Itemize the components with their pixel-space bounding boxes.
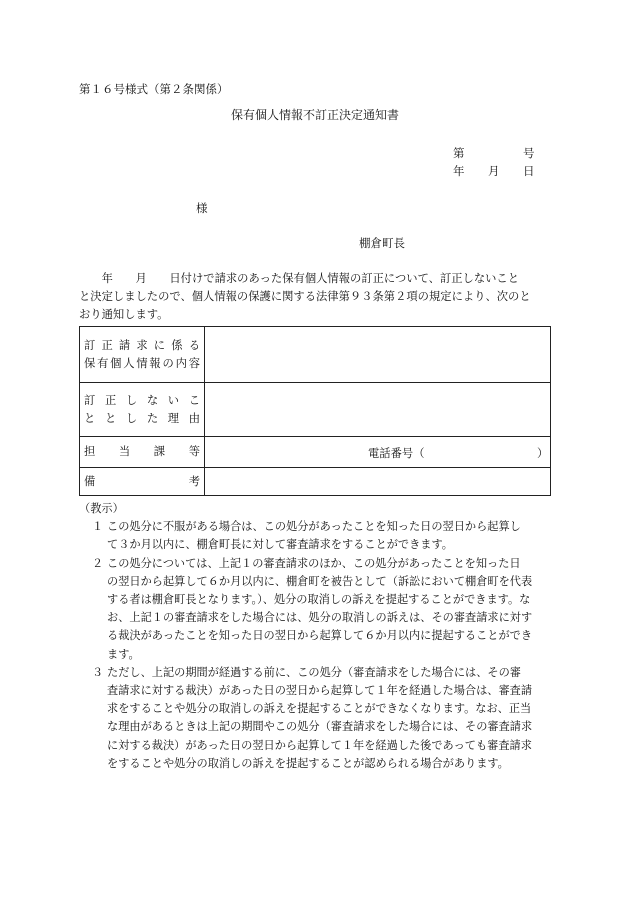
document-title: 保有個人情報不訂正決定通知書 [231, 108, 400, 122]
instruction-item: １ この処分に不服がある場合は、この処分があったことを知った日の翌日から起算し て３か月以内に、棚倉町長に対して審査請求をすることができます。 [92, 520, 521, 552]
date-month: 月 [488, 164, 500, 178]
instruction-item: ２ この処分については、上記１の審査請求のほか、この処分があったことを知った日 の翌日から起算して６か月以内に、棚倉町を被告として（訴訟において棚倉町を代表 する者は棚倉町長となります。）、処分の取消しの訴えを提起することができます。な お、上記１の審査請求をした場合には、処分の取消しの訴えは、その審査請求に対す る裁決があったことを知った日の翌日から起算して６か月以内に提起することができ ます。 [92, 556, 533, 661]
notice-table [79, 326, 551, 496]
item-number: ２ [92, 556, 104, 570]
department-label: 担当課等 [80, 437, 205, 468]
table-row [80, 327, 551, 383]
table-row [80, 437, 551, 468]
table-row [80, 468, 551, 496]
content-cell [205, 327, 551, 383]
phone-close: ） [537, 447, 549, 460]
body-line: おり通知します。 [79, 308, 169, 321]
department-cell [205, 437, 551, 468]
form-number: 第１６号様式（第２条関係） [79, 82, 229, 96]
instructions [79, 500, 554, 773]
phone-label: 電話番号（ [368, 447, 425, 460]
date-day: 日 [523, 164, 535, 178]
reason-cell [205, 383, 551, 437]
date-year: 年 [453, 164, 465, 178]
body-paragraph [79, 270, 554, 324]
item-number: ３ [92, 665, 104, 679]
remarks-cell [205, 468, 551, 496]
doc-number-prefix: 第 [453, 146, 465, 160]
content-label: 訂正請求に係る 保有個人情報の内容 [80, 327, 205, 383]
body-line: と決定しましたので、個人情報の保護に関する法律第９３条第２項の規定により、次のと [79, 290, 531, 303]
table-row [80, 383, 551, 437]
reason-label: 訂正しないこ ととした理由 [80, 383, 205, 437]
addressee-suffix: 様 [196, 201, 208, 215]
issuer-name: 棚倉町長 [359, 236, 405, 250]
instructions-heading: （教示） [79, 502, 124, 515]
instruction-item: ３ ただし、上記の期間が経過する前に、この処分（審査請求をした場合には、その審 査請求に対する裁決）があった日の翌日から起算して１年を経過した場合は、審査請 求をすることや処分の取消しの訴えを提起することができなくなります。なお、正当 な理由があるときは上記の期間やこの処分（審査請求をした場合には、その審査請求 に対する裁決）があった日の翌日から起算して１年を経過した後であっても審査請求 をすることや処分の取消しの訴えを提起することが認められる場合があります。 [92, 665, 533, 770]
item-number: １ [92, 520, 104, 534]
body-line: 年 月 日付けで請求のあった保有個人情報の訂正について、訂正しないこと [79, 272, 520, 285]
remarks-label: 備考 [80, 468, 205, 496]
doc-number-suffix: 号 [523, 146, 535, 160]
